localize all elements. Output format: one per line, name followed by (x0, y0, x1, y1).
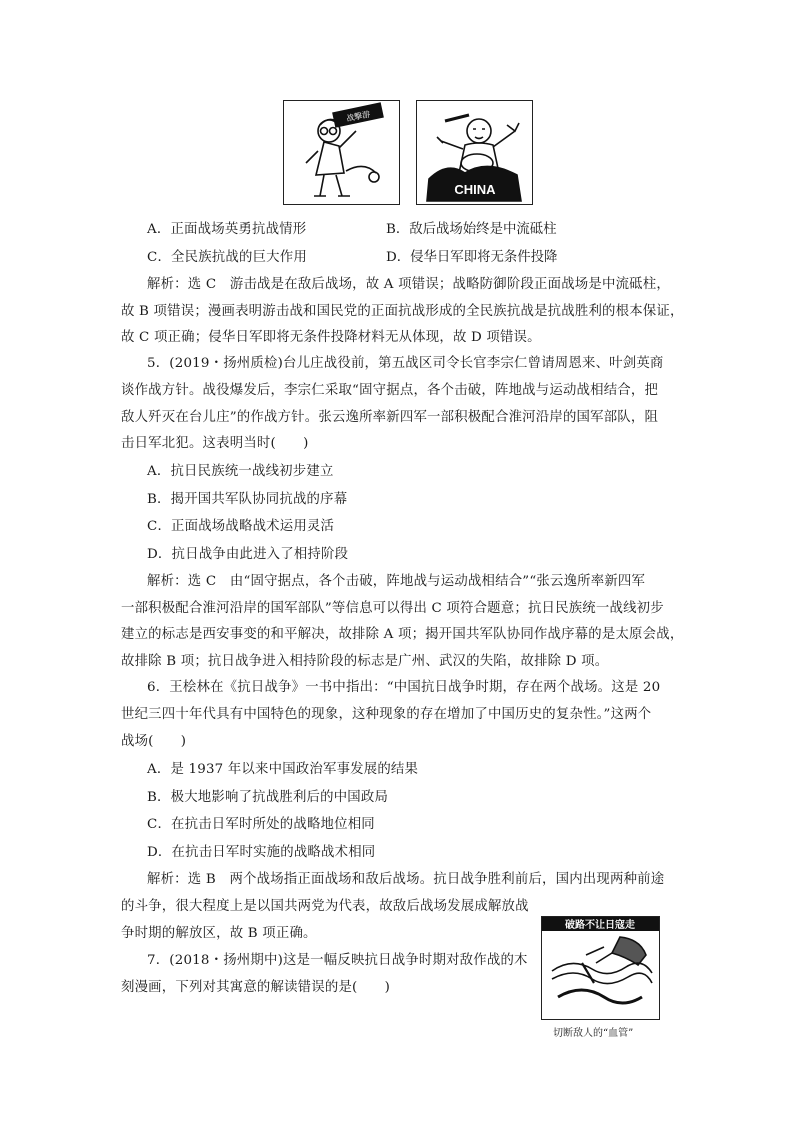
q7-stem-line: 刻漫画，下列对其寓意的解读错误的是( ) (121, 980, 391, 995)
q6-stem-line: 世纪三四十年代具有中国特色的现象，这种现象的存在增加了中国历史的复杂性。”这两个 (121, 707, 652, 722)
woodcut-cartoon (541, 916, 660, 1020)
q6-option: D．在抗击日军时实施的战略战术相同 (147, 845, 376, 860)
q6-option: B．极大地影响了抗战胜利后的中国政局 (147, 790, 389, 805)
q6-option: A．是 1937 年以来中国政治军事发展的结果 (147, 762, 419, 777)
cartoon-china (416, 100, 533, 205)
q5-analysis-line: 故排除 B 项；抗日战争进入相持阶段的标志是广州、武汉的失陷，故排除 D 项。 (121, 654, 609, 669)
q4-analysis-line: 解析：选 C 游击战是在敌后战场，故 A 项错误；战略防御阶段正面战场是中流砥柱， (147, 277, 670, 292)
q7-stem-line: 7．(2018・扬州期中)这是一幅反映抗日战争时期对敌作战的木 (147, 953, 528, 968)
q5-option: A．抗日民族统一战线初步建立 (147, 464, 334, 479)
cartoon-guerrilla (283, 100, 400, 205)
q5-analysis-line: 建立的标志是西安事变的和平解决，故排除 A 项；揭开国共军队协同作战序幕的是太原会战， (121, 627, 684, 642)
q6-analysis-line: 争时期的解放区，故 B 项正确。 (121, 926, 317, 941)
q6-option: C．在抗击日军时所处的战略地位相同 (147, 817, 375, 832)
q6-analysis-line: 的斗争，很大程度上是以国共两党为代表，故敌后战场发展成解放战 (121, 899, 529, 914)
q5-analysis-line: 一部积极配合淮河沿岸的国军部队”等信息可以得出 C 项符合题意；抗日民族统一战线初步 (121, 601, 664, 616)
cartoon-china-drawing (417, 101, 532, 204)
q5-stem-line: 击日军北犯。这表明当时( ) (121, 436, 309, 451)
q6-stem-line: 6．王桧林在《抗日战争》一书中指出：“中国抗日战争时期，存在两个战场。这是 20 (147, 680, 661, 695)
q5-option: B．揭开国共军队协同抗战的序幕 (147, 492, 348, 507)
cartoon-china-banner: CHINA (454, 182, 496, 197)
q4-analysis-line: 故 C 项正确；侵华日军即将无条件投降材料无从体现，故 D 项错误。 (121, 330, 541, 345)
q5-stem-line: 5．(2019・扬州质检)台儿庄战役前，第五战区司令长官李宗仁曾请周恩来、叶剑英商 (147, 356, 664, 371)
q4-option-d: D．侵华日军即将无条件投降 (386, 250, 558, 265)
cartoon-guerrilla-banner: 战擊游 (345, 109, 371, 124)
q4-option-a: A．正面战场英勇抗战情形 (147, 222, 307, 237)
q4-option-c: C．全民族抗战的巨大作用 (147, 250, 307, 265)
q5-stem-line: 敌人歼灭在台儿庄”的作战方针。张云逸所率新四军一部积极配合淮河沿岸的国军部队，阻 (121, 410, 659, 425)
q6-stem-line: 战场( ) (121, 734, 187, 749)
cartoon-guerrilla-drawing (284, 101, 399, 204)
woodcut-cartoon-drawing (542, 917, 659, 1019)
q4-analysis-line: 故 B 项错误；漫画表明游击战和国民党的正面抗战形成的全民族抗战是抗战胜利的根本保证， (121, 304, 684, 319)
woodcut-title: 破路不让日寇走 (565, 920, 635, 931)
q6-analysis-line: 解析：选 B 两个战场指正面战场和敌后战场。抗日战争胜利前后，国内出现两种前途 (147, 872, 665, 887)
q5-stem-line: 谈作战方针。战役爆发后，李宗仁采取“固守据点，各个击破，阵地战与运动战相结合，把 (121, 383, 659, 398)
q4-option-b: B．敌后战场始终是中流砥柱 (386, 222, 557, 237)
q5-analysis-line: 解析：选 C 由“固守据点，各个击破，阵地战与运动战相结合”“张云逸所率新四军 (147, 574, 646, 589)
q5-option: D．抗日战争由此进入了相持阶段 (147, 547, 349, 562)
q5-option: C．正面战场战略战术运用灵活 (147, 519, 335, 534)
woodcut-caption: 切断敌人的“血管” (553, 1028, 634, 1039)
